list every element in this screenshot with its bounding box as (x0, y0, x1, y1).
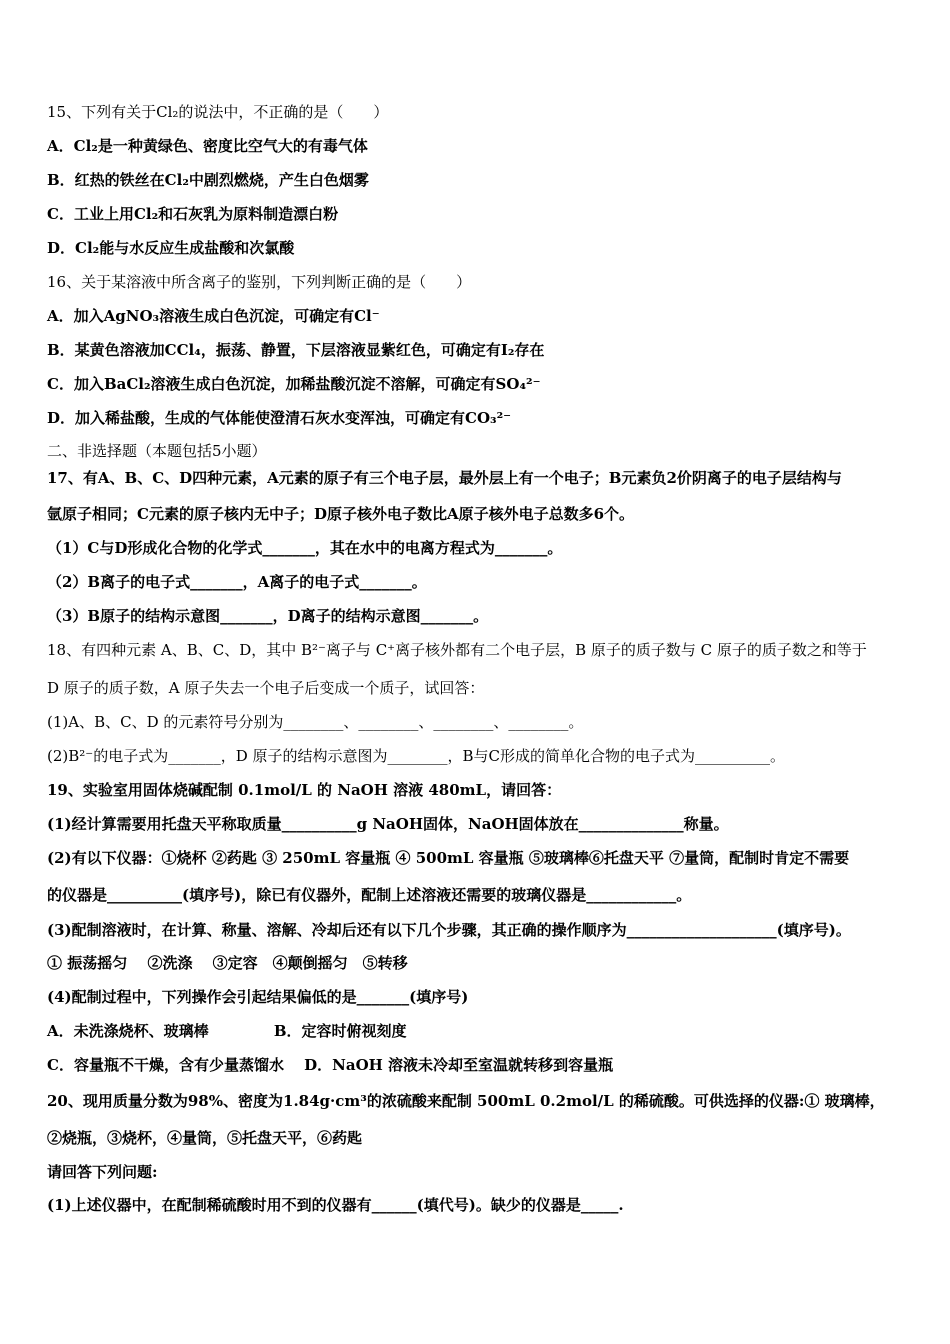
document-line: (1)A、B、C、D 的元素符号分别为________、________、________、________。 (47, 713, 584, 731)
document-line: A．未洗涤烧杯、玻璃棒 B．定容时俯视刻度 (47, 1022, 407, 1040)
document-line: ① 振荡摇匀 ②洗涤 ③定容 ④颠倒摇匀 ⑤转移 (47, 954, 408, 972)
document-line: 17、有A、B、C、D四种元素，A元素的原子有三个电子层，最外层上有一个电子；B元素负2价阴离子的电子层结构与 (47, 469, 842, 487)
document-line: (2)有以下仪器：①烧杯 ②药匙 ③ 250mL 容量瓶 ④ 500mL 容量瓶 ⑤玻璃棒⑥托盘天平 ⑦量筒，配制时肯定不需要 (47, 849, 850, 867)
document-line: 请回答下列问题: (47, 1163, 158, 1181)
document-line: 20、现用质量分数为98%、密度为1.84g·cm³的浓硫酸来配制 500mL 0.2mol/L 的稀硫酸。可供选择的仪器:① 玻璃棒， (47, 1092, 885, 1110)
document-line: （1）C与D形成化合物的化学式_______，其在水中的电离方程式为_______。 (47, 539, 563, 557)
document-line: C．工业上用Cl₂和石灰乳为原料制造漂白粉 (47, 205, 339, 223)
document-line: 的仪器是__________(填序号)，除已有仪器外，配制上述溶液还需要的玻璃仪器是____________。 (47, 886, 692, 904)
document-line: （3）B原子的结构示意图_______，D离子的结构示意图_______。 (47, 607, 489, 625)
document-line: 氩原子相同；C元素的原子核内无中子；D原子核外电子数比A原子核外电子总数多6个。 (47, 505, 635, 523)
document-line: D．Cl₂能与水反应生成盐酸和次氯酸 (47, 239, 295, 257)
document-line: D 原子的质子数，A 原子失去一个电子后变成一个质子，试回答： (47, 679, 485, 697)
document-line: C．容量瓶不干燥，含有少量蒸馏水 D．NaOH 溶液未冷却至室温就转移到容量瓶 (47, 1056, 614, 1074)
document-line: B．红热的铁丝在Cl₂中剧烈燃烧，产生白色烟雾 (47, 171, 369, 189)
document-line: ②烧瓶，③烧杯，④量筒，⑤托盘天平，⑥药匙 (47, 1129, 363, 1147)
document-line: (4)配制过程中，下列操作会引起结果偏低的是_______(填序号) (47, 988, 469, 1006)
document-line: 18、有四种元素 A、B、C、D，其中 B²⁻离子与 C⁺离子核外都有二个电子层，B 原子的质子数与 C 原子的质子数之和等于 (47, 641, 867, 659)
document-line: (3)配制溶液时，在计算、称量、溶解、冷却后还有以下几个步骤，其正确的操作顺序为____________________(填序号)。 (47, 921, 851, 939)
document-line: A．Cl₂是一种黄绿色、密度比空气大的有毒气体 (47, 137, 368, 155)
document-line: 二、非选择题（本题包括5小题） (47, 442, 267, 460)
document-line: 16、关于某溶液中所含离子的鉴别，下列判断正确的是（ ） (47, 273, 472, 291)
document-line: (1)经计算需要用托盘天平称取质量__________g NaOH固体，NaOH固体放在______________称量。 (47, 815, 729, 833)
document-line: D．加入稀盐酸，生成的气体能使澄清石灰水变浑浊，可确定有CO₃²⁻ (47, 409, 512, 427)
document-line: C．加入BaCl₂溶液生成白色沉淀，加稀盐酸沉淀不溶解，可确定有SO₄²⁻ (47, 375, 541, 393)
document-line: 15、下列有关于Cl₂的说法中，不正确的是（ ） (47, 103, 389, 121)
document-line: （2）B离子的电子式_______，A离子的电子式_______。 (47, 573, 427, 591)
document-line: A．加入AgNO₃溶液生成白色沉淀，可确定有Cl⁻ (47, 307, 380, 325)
document-line: 19、实验室用固体烧碱配制 0.1mol/L 的 NaOH 溶液 480mL，请回答： (47, 781, 562, 799)
document-line: (2)B²⁻的电子式为_______，D 原子的结构示意图为________，B与C形成的简单化合物的电子式为__________。 (47, 747, 785, 765)
document-line: (1)上述仪器中，在配制稀硫酸时用不到的仪器有______(填代号)。缺少的仪器是_____. (47, 1196, 624, 1214)
document-line: B．某黄色溶液加CCl₄，振荡、静置，下层溶液显紫红色，可确定有I₂存在 (47, 341, 545, 359)
